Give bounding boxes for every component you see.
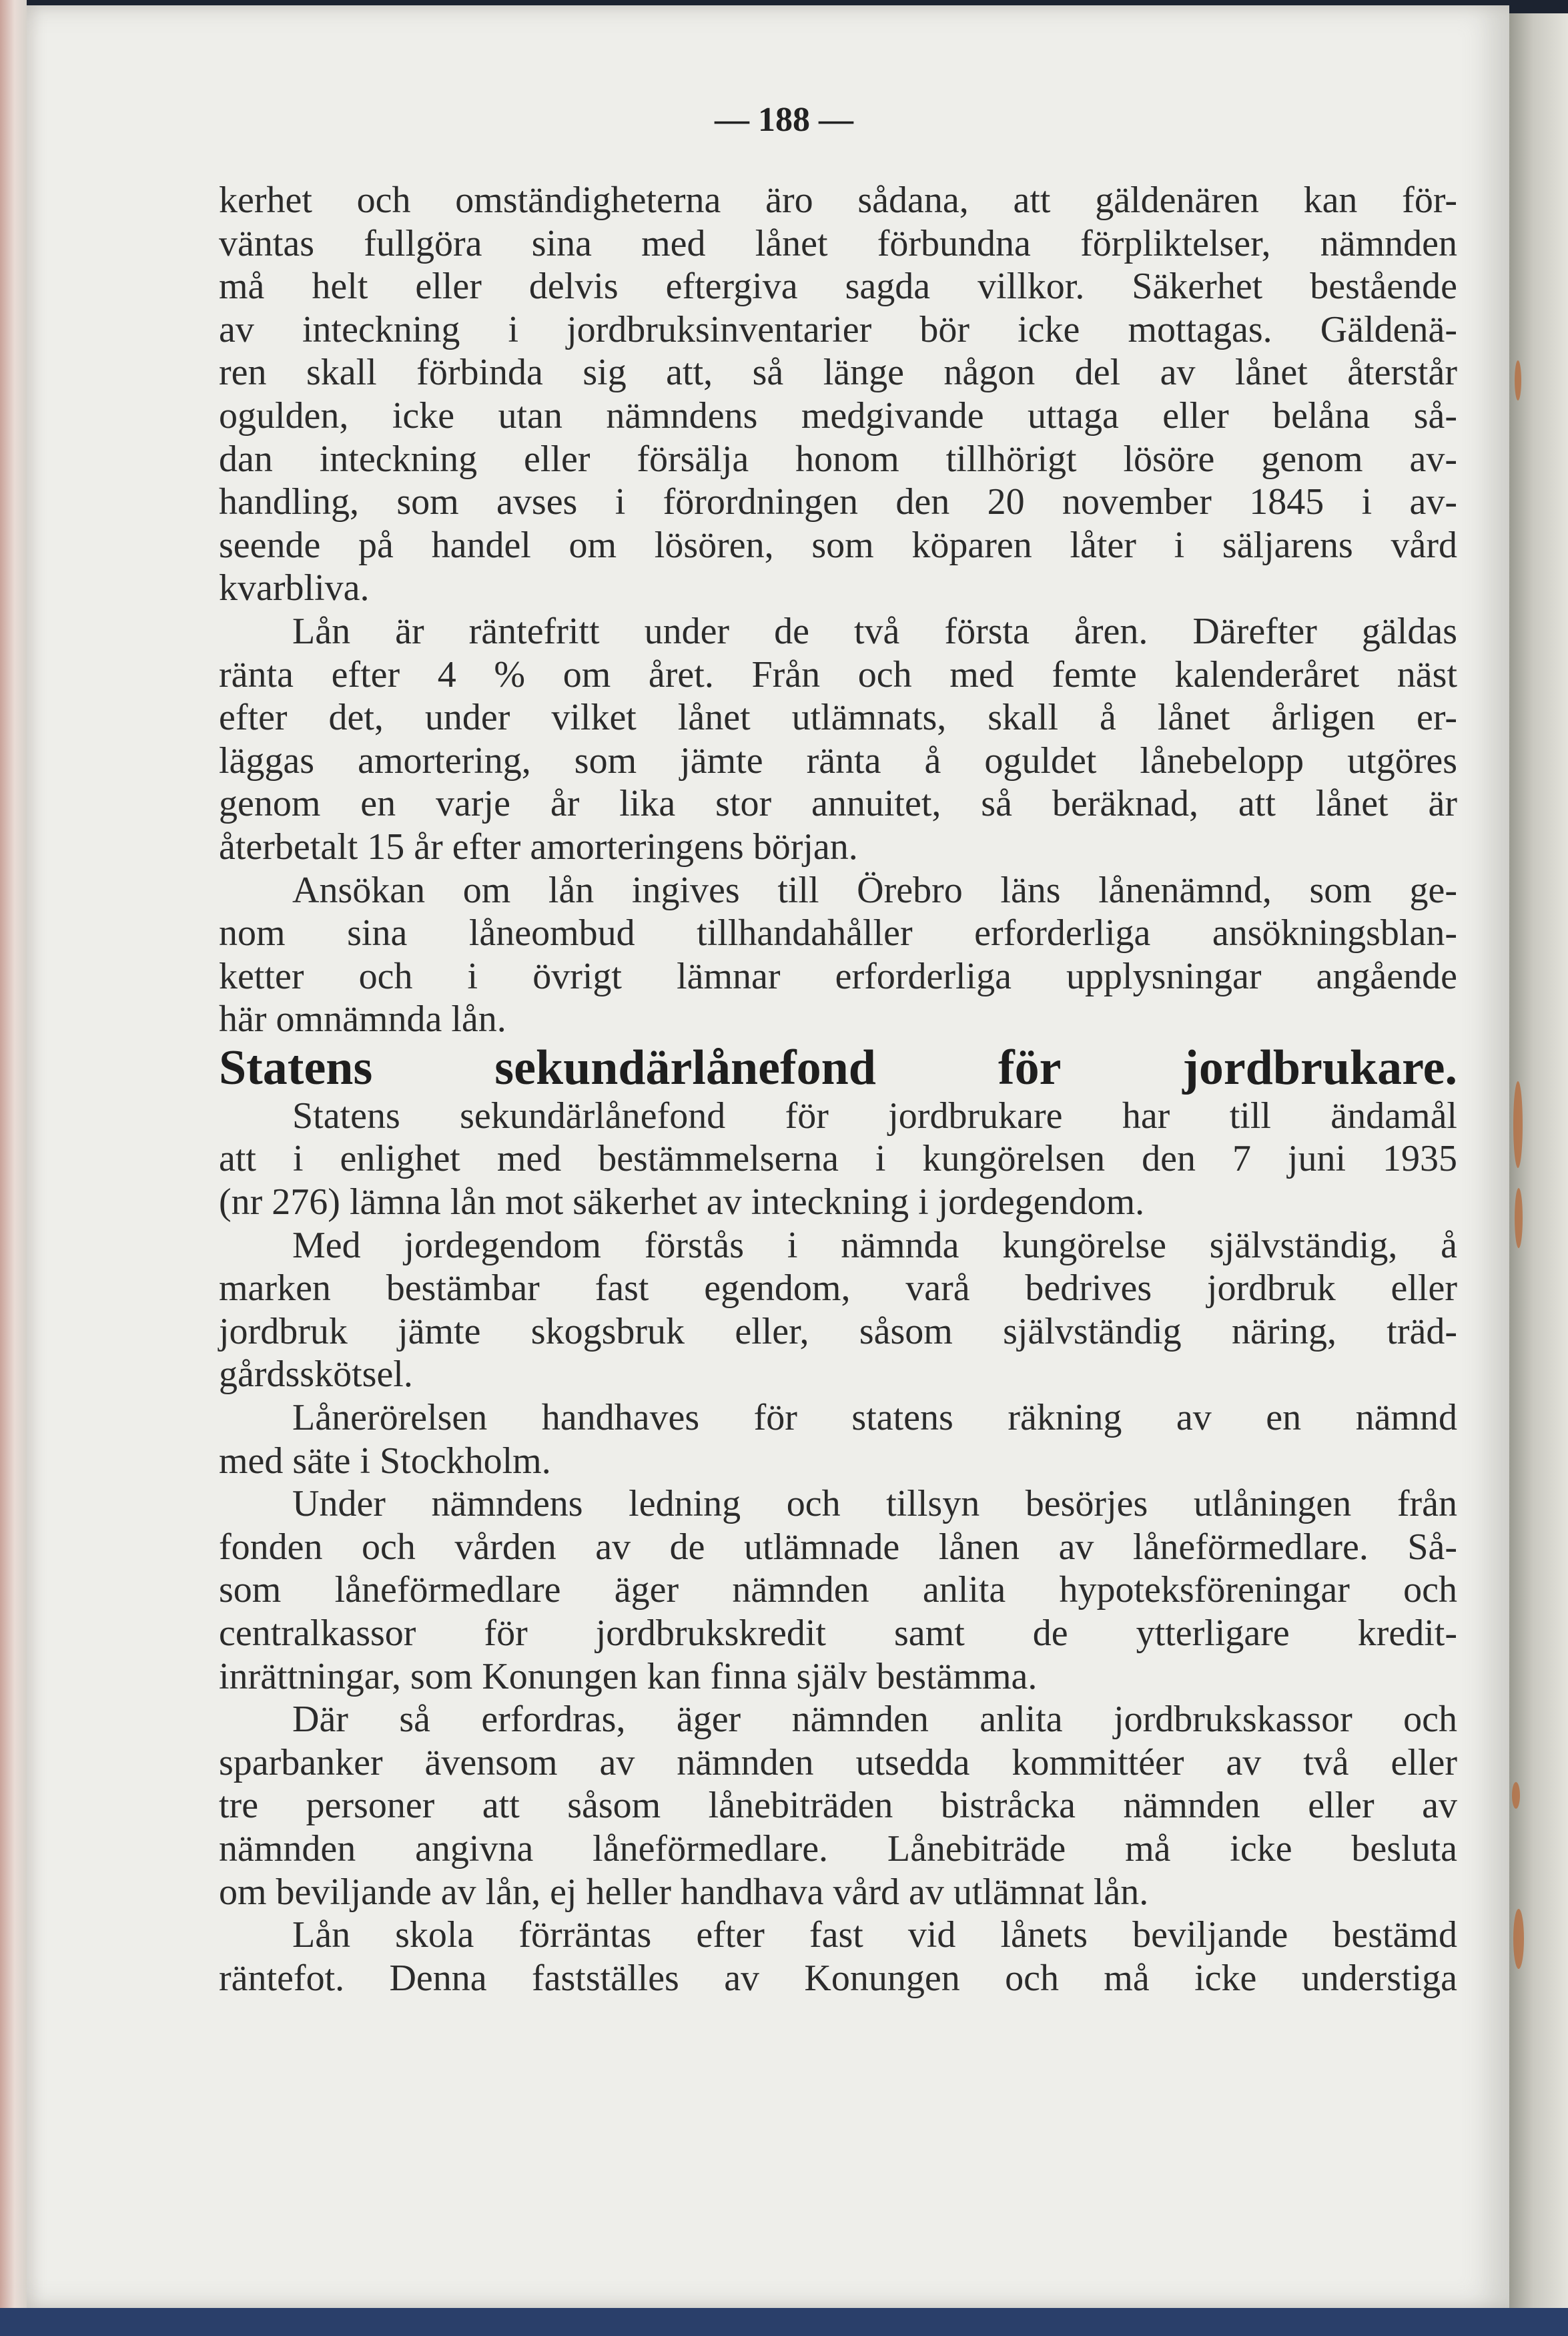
text-line: Statens sekundärlånefond för jordbrukare har till ändamål [292, 1095, 1457, 1137]
foxing-stain [1513, 1909, 1524, 1969]
text-line: centralkassor för jordbrukskredit samt de ytterligare kredit- [219, 1613, 1457, 1654]
text-line: må helt eller delvis eftergiva sagda villkor. Säkerhet bestående [219, 266, 1457, 308]
text-line: läggas amortering, som jämte ränta å oguldet lånebelopp utgöres [219, 740, 1457, 782]
text-line: inrättningar, som Konungen kan finna själv bestämma. [219, 1655, 1038, 1697]
text-line: ränta efter 4 % om året. Från och med femte kalenderåret näst [219, 653, 1457, 695]
text-line: efter det, under vilket lånet utlämnats, skall å lånet årligen er- [219, 697, 1457, 739]
text-line: dan inteckning eller försälja honom tillhörigt lösöre genom av- [219, 438, 1457, 480]
page-text [219, 179, 1457, 2000]
text-line: återbetalt 15 år efter amorteringens början. [219, 826, 858, 868]
text-line: Med jordegendom förstås i nämnda kungörelse självständig, å [292, 1224, 1457, 1266]
foxing-stain [1512, 1782, 1520, 1809]
text-line: Ansökan om lån ingives till Örebro läns lånenämnd, som ge- [292, 869, 1457, 911]
foxing-stain [1515, 360, 1521, 400]
text-line: ogulden, icke utan nämndens medgivande uttaga eller belåna så- [219, 394, 1457, 436]
text-line: (nr 276) lämna lån mot säkerhet av inteckning i jordegendom. [219, 1181, 1145, 1223]
text-line: handling, som avses i förordningen den 20 november 1845 i av- [219, 481, 1457, 523]
text-line: ren skall förbinda sig att, så länge någon del av lånet återstår [219, 352, 1457, 394]
text-line: Lån är räntefritt under de två första åren. Därefter gäldas [292, 610, 1457, 652]
text-line: jordbruk jämte skogsbruk eller, såsom självständig näring, träd- [219, 1310, 1457, 1352]
text-line: tre personer att såsom lånebiträden bistråcka nämnden eller av [219, 1785, 1457, 1827]
page-number: — 188 — [715, 101, 853, 139]
text-line: väntas fullgöra sina med lånet förbundna förpliktelser, nämnden [219, 222, 1457, 264]
page-fold [1509, 13, 1568, 2309]
text-line: av inteckning i jordbruksinventarier bör icke mottagas. Gäldenä- [219, 308, 1457, 350]
text-line: gårdsskötsel. [219, 1354, 413, 1396]
text-line: nämnden angivna låneförmedlare. Lånebiträde må icke besluta [219, 1827, 1457, 1869]
text-line: Lån skola förräntas efter fast vid lånets beviljande bestämd [292, 1914, 1457, 1956]
text-line: sparbanker ävensom av nämnden utsedda kommittéer av två eller [219, 1741, 1457, 1783]
foxing-stain [1515, 1188, 1523, 1248]
text-line: om beviljande av lån, ej heller handhava vård av utlämnat lån. [219, 1871, 1149, 1913]
text-line: med säte i Stockholm. [219, 1440, 551, 1482]
text-line: att i enlighet med bestämmelserna i kungörelsen den 7 juni 1935 [219, 1138, 1457, 1180]
text-line: genom en varje år lika stor annuitet, så beräknad, att lånet är [219, 783, 1457, 825]
foxing-stain [1513, 1081, 1523, 1168]
text-line: kerhet och omständigheterna äro sådana, att gäldenären kan för- [219, 180, 1457, 221]
text-line: här omnämnda lån. [219, 998, 506, 1041]
text-line: som låneförmedlare äger nämnden anlita hypoteksföreningar och [219, 1569, 1457, 1611]
text-line: Där så erfordras, äger nämnden anlita jordbrukskassor och [292, 1699, 1457, 1741]
text-line: fonden och vården av de utlämnade lånen av låneförmedlare. Så- [219, 1526, 1457, 1568]
text-line: räntefot. Denna fastställes av Konungen och må icke understiga [219, 1957, 1457, 1999]
background-strip [0, 2308, 1568, 2336]
text-line: nom sina låneombud tillhandahåller erforderliga ansökningsblan- [219, 912, 1457, 954]
text-line: ketter och i övrigt lämnar erforderliga upplysningar angående [219, 955, 1457, 997]
text-line: Under nämndens ledning och tillsyn besörjes utlåningen från [292, 1483, 1457, 1525]
text-line: seende på handel om lösören, som köparen låter i säljarens vård [219, 524, 1457, 566]
book-edge [0, 0, 27, 2336]
text-line: marken bestämbar fast egendom, varå bedrives jordbruk eller [219, 1267, 1457, 1309]
section-heading: Statens sekundärlånefond för jordbrukare. [219, 1040, 1457, 1095]
text-line: kvarbliva. [219, 567, 370, 609]
text-line: Lånerörelsen handhaves för statens räkning av en nämnd [292, 1397, 1457, 1439]
